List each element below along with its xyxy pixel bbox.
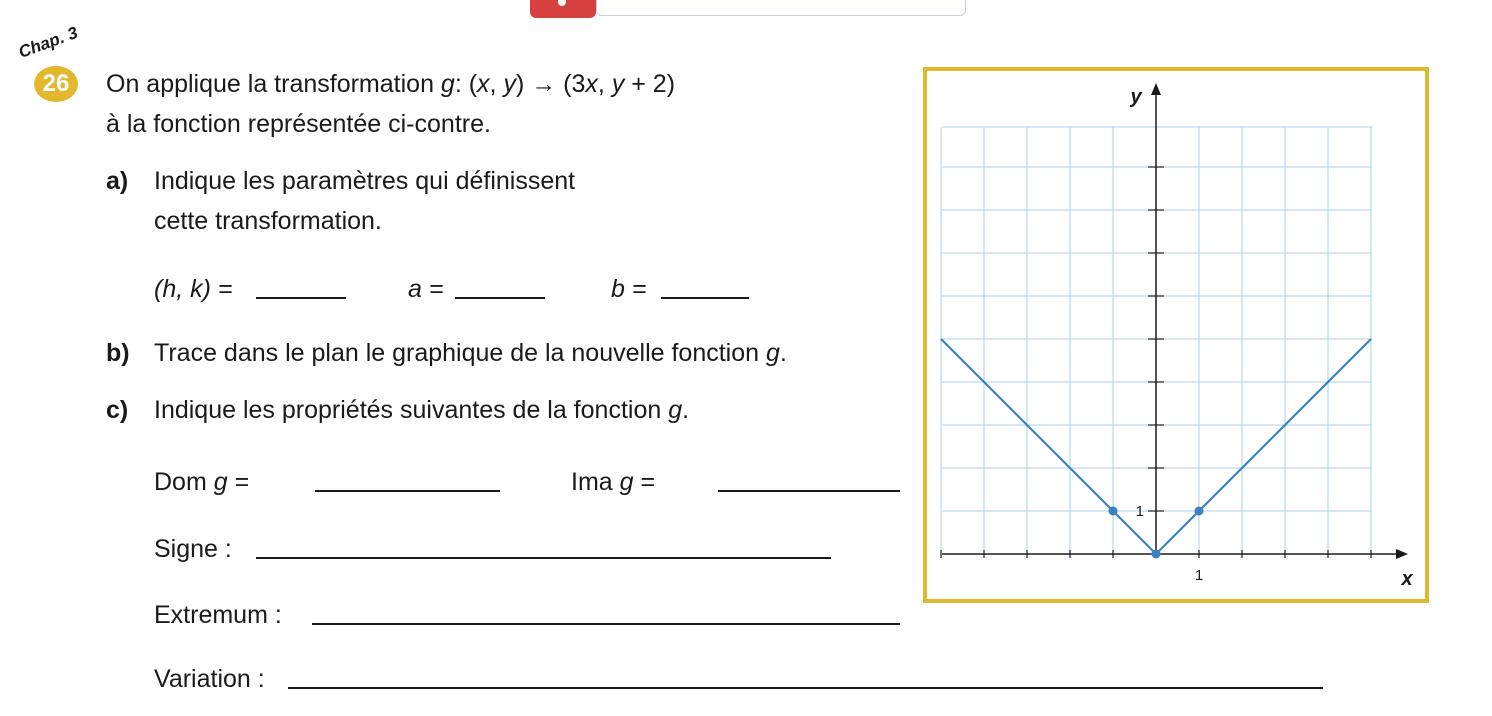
dom-answer-line[interactable] — [315, 490, 500, 492]
intro-arrow: ) → (3 — [515, 70, 586, 98]
variation-label: Variation : — [154, 665, 265, 693]
marked-point — [1195, 507, 1204, 516]
ima-label — [571, 470, 655, 495]
a-label: a = — [408, 275, 444, 303]
part-b-g: g — [766, 339, 780, 367]
dom-label — [154, 470, 249, 495]
intro-line-2: à la fonction représentée ci-contre. — [106, 110, 491, 138]
marked-point — [1109, 507, 1118, 516]
variation-answer-line[interactable] — [288, 687, 1323, 689]
top-red-tab — [530, 0, 596, 18]
graph-frame — [923, 67, 1429, 603]
signe-answer-line[interactable] — [256, 557, 831, 559]
y-tick-label: 1 — [1135, 503, 1144, 520]
intro-y2: y — [611, 70, 625, 98]
top-red-tab-mark — [558, 0, 566, 6]
intro-comma: , — [489, 70, 504, 98]
hk-answer-line[interactable] — [256, 297, 346, 299]
ima-answer-line[interactable] — [718, 490, 900, 492]
dom-g: g — [213, 468, 228, 496]
extremum-label: Extremum : — [154, 601, 282, 629]
ima-eq: = — [633, 468, 656, 496]
ima-text: Ima — [571, 468, 620, 496]
part-c-sentence: Indique les propriétés suivantes de la fonction — [154, 396, 669, 424]
part-b-letter: b) — [106, 339, 130, 367]
b-answer-line[interactable] — [661, 297, 749, 299]
x-tick-label: 1 — [1194, 567, 1204, 584]
part-a-letter: a) — [106, 167, 129, 195]
intro-line-1 — [106, 72, 675, 97]
ima-g: g — [619, 468, 634, 496]
part-c-period: . — [682, 396, 690, 424]
y-axis-label: y — [1130, 86, 1142, 108]
hk-label: (h, k) = — [154, 275, 233, 303]
intro-paren: : ( — [454, 70, 478, 98]
signe-label: Signe : — [154, 535, 232, 563]
a-answer-line[interactable] — [455, 297, 545, 299]
part-b-period: . — [779, 339, 787, 367]
dom-text: Dom — [154, 468, 214, 496]
intro-text: On applique la transformation — [106, 70, 441, 98]
part-a-line-2: cette transformation. — [154, 207, 382, 235]
part-c-letter: c) — [106, 396, 129, 424]
intro-comma2: , — [597, 70, 612, 98]
intro-y: y — [503, 70, 516, 98]
part-c-g: g — [668, 396, 683, 424]
part-c-text — [154, 398, 689, 423]
part-b-sentence: Trace dans le plan le graphique de la nouvelle fonction — [154, 339, 766, 367]
intro-x: x — [477, 70, 490, 98]
chapter-label: Chap. 3 — [16, 22, 81, 62]
y-axis-arrow — [1151, 83, 1161, 95]
top-answer-box — [596, 0, 966, 16]
marked-point — [1152, 550, 1161, 559]
function-graph — [927, 71, 1425, 599]
intro-g: g — [440, 70, 455, 98]
b-label: b = — [611, 275, 647, 303]
x-axis-arrow — [1396, 549, 1408, 559]
part-b-text — [154, 341, 787, 366]
exercise-number-badge: 26 — [34, 66, 78, 102]
intro-x2: x — [585, 70, 598, 98]
x-axis-label: x — [1401, 568, 1413, 590]
dom-eq: = — [227, 468, 250, 496]
part-a-line-1: Indique les paramètres qui définissent — [154, 167, 576, 195]
intro-end: + 2) — [624, 70, 676, 98]
extremum-answer-line[interactable] — [312, 623, 900, 625]
